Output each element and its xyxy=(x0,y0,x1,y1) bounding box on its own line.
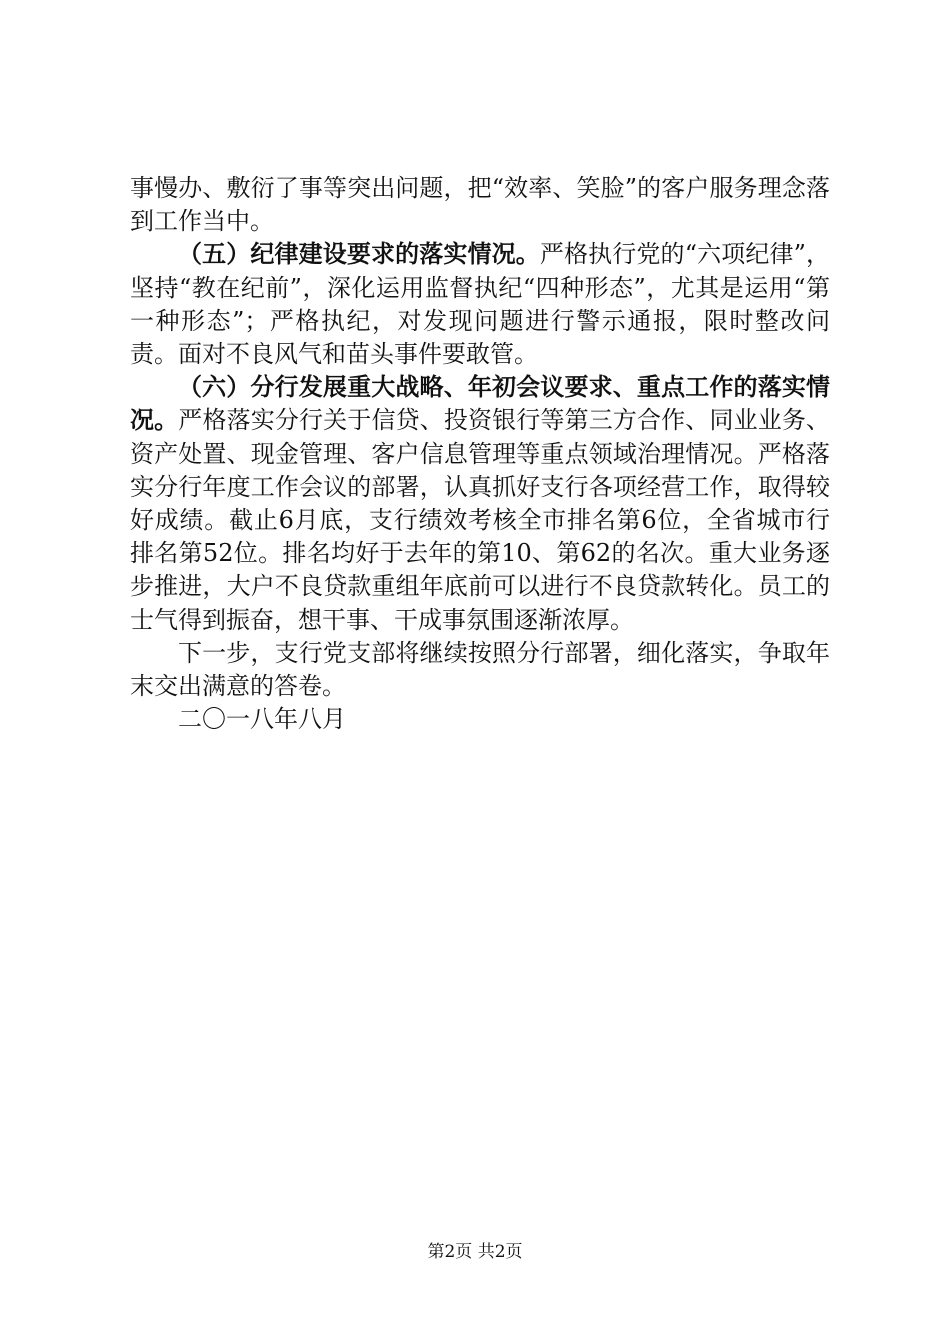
paragraph-text: 下一步，支行党支部将继续按照分行部署，细化落实，争取年末交出满意的答卷。 xyxy=(130,638,830,701)
paragraph-text: 严格落实分行关于信贷、投资银行等第三方合作、同业业务、资产处置、现金管理、客户信息管理等重点领域治理情况。严格落实分行年度工作会议的部署，认真抓好支行各项经营工作，取得较好成绩。截止6月底，支行绩效考核全市排名第6位，全省城市行排名第52位。排名均好于去年的第10、第62的名次。重大业务逐步推进，大户不良贷款重组年底前可以进行不良贷款转化。员工的士气得到振奋，想干事、干成事氛围逐渐浓厚。 xyxy=(130,406,831,634)
paragraph-text: 严格执行党的“六项纪律”，坚持“教在纪前”，深化运用监督执纪“四种形态”，尤其是运用“第一种形态”；严格执纪，对发现问题进行警示通报，限时整改问责。面对不良风气和苗头事件要敢管。 xyxy=(130,240,830,369)
paragraph-strategy xyxy=(130,371,830,637)
paragraph-lead: （五）纪律建设要求的落实情况。 xyxy=(178,240,540,269)
paragraph-next-step xyxy=(130,637,830,703)
paragraph-lead: （六）分行发展重大战略、年初会议要求、重点工作的落实情况。 xyxy=(130,373,830,435)
paragraph-continued xyxy=(130,172,830,238)
paragraph-discipline xyxy=(130,238,830,371)
document-body xyxy=(130,172,830,736)
page-number-footer: 第2页 共2页 xyxy=(427,1242,523,1262)
document-date: 二〇一八年八月 xyxy=(178,705,346,734)
paragraph-text: 事慢办、敷衍了事等突出问题，把“效率、笑脸”的客户服务理念落到工作当中。 xyxy=(130,174,830,236)
